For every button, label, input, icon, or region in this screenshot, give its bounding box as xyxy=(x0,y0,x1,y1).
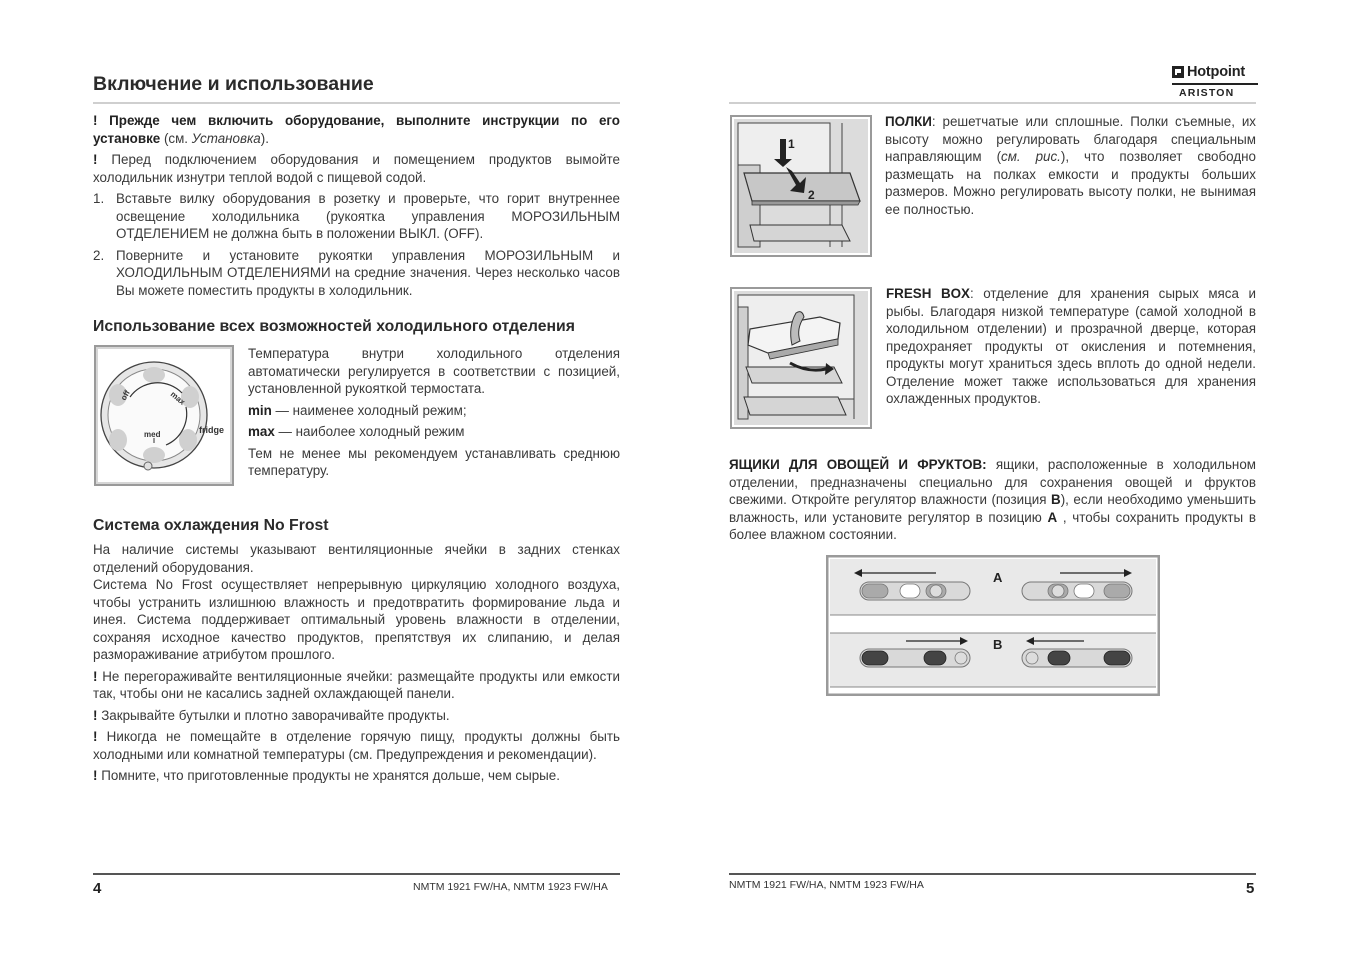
warning-text: Не перегораживайте вентиляционные ячейки: размещайте продукты или емкости так, чтобы они не касались задней охлаждающей панели. xyxy=(93,668,620,701)
nofrost-paragraph-2: Система No Frost осуществляет непрерывную циркуляцию холодного воздуха, чтобы устранить излишнюю влажность и предотвратить формирование льда и инея. Система поддерживает оптимальный уровень влажности в отделении, сохраняя исходное качество продуктов, препятствуя их слипанию, и делая размораживание атрибутом прошлого. xyxy=(93,577,620,662)
thermostat-dial-figure xyxy=(94,345,234,486)
list-item xyxy=(93,247,620,300)
warning-mark: ! xyxy=(93,729,98,744)
freshbox-figure xyxy=(730,287,872,429)
position-b-label: B xyxy=(993,637,1003,652)
warning-item xyxy=(93,767,620,785)
fridge-description xyxy=(248,345,620,480)
intro-text-end: ). xyxy=(260,130,269,146)
dial-label-max: max xyxy=(168,389,187,407)
warning-mark: ! xyxy=(93,707,98,723)
min-text: — наименее холодный режим; xyxy=(271,402,467,418)
dial-label-fridge: fridge xyxy=(199,425,225,435)
warning-mark: ! xyxy=(93,768,98,783)
intro-2-text: Перед подключением оборудования и помещением продуктов вымойте холодильник изнутри теплой водой с пищевой содой. xyxy=(93,152,620,185)
shelf-step-1: 1 xyxy=(788,137,795,151)
freshbox-label: FRESH BOX xyxy=(886,286,970,301)
max-text: — наиболее холодный режим xyxy=(274,424,465,439)
step-text: Вставьте вилку оборудования в розетку и проверьте, что горит внутреннее освещение холодильника (рукоятка управления МОРОЗИЛЬНЫМ ОТДЕЛЕНИЕМ не должна быть в положении ВЫКЛ. (OFF). xyxy=(116,191,620,241)
min-label: min xyxy=(248,402,272,418)
list-item xyxy=(93,190,620,243)
brand-logo xyxy=(1172,64,1258,99)
shelf-step-2: 2 xyxy=(808,188,815,202)
freshbox-block xyxy=(886,285,1256,408)
dial-label-med: med xyxy=(144,430,161,439)
drawers-block xyxy=(729,456,1256,544)
min-line xyxy=(248,402,620,420)
page-title: Включение и использование xyxy=(93,73,374,95)
shelves-block xyxy=(885,113,1256,218)
position-a-label: A xyxy=(993,570,1003,585)
warning-text: Закрывайте бутылки и плотно заворачивайте продукты. xyxy=(101,707,450,723)
footer-model-left: NMTM 1921 FW/HA, NMTM 1923 FW/HA xyxy=(413,881,608,893)
step-text: Поверните и установите рукоятки управления МОРОЗИЛЬНЫМ и ХОЛОДИЛЬНЫМ ОТДЕЛЕНИЯМИ на средние значения. Через несколько часов Вы можете поместить продукты в холодильник. xyxy=(116,247,620,298)
drawers-text-b: ), если необходимо уменьшить влажность, или установите регулятор в позицию xyxy=(729,492,1256,525)
warning-item xyxy=(93,728,620,763)
drawers-text-a: ящики, расположенные в холодильном отделении, предназначены специально для сохранения овощей и фруктов свежими. Откройте регулятор влажности (позиция xyxy=(729,457,1256,507)
intro-link-install: Установка xyxy=(191,130,261,146)
section-title-fridge: Использование всех возможностей холодильного отделения xyxy=(93,318,575,335)
warning-text: Помните, что приготовленные продукты не хранятся дольше, чем сырые. xyxy=(101,768,560,783)
max-label: max xyxy=(248,424,275,439)
nofrost-paragraph-1: На наличие системы указывают вентиляционные ячейки в задних стенках отделений оборудования. xyxy=(93,542,620,575)
dial-label-off: off xyxy=(118,388,132,402)
warning-item xyxy=(93,668,620,703)
warning-mark: ! xyxy=(93,152,98,167)
header-rule-right xyxy=(729,102,1256,104)
intro-paragraph-2 xyxy=(93,151,620,186)
footer-rule-left xyxy=(93,873,620,875)
step-number: 2. xyxy=(93,247,105,263)
page-number-left: 4 xyxy=(93,880,102,897)
shelves-text-b: ), что позволяет свободно размещать на полках емкости и продукты больших размеров. Можно регулировать высоту полки, не вынимая ее полностью. xyxy=(885,149,1256,217)
footer-model-right: NMTM 1921 FW/HA, NMTM 1923 FW/HA xyxy=(729,879,924,891)
shelves-text xyxy=(885,113,1256,218)
brand-sub: ARISTON xyxy=(1179,86,1235,99)
drawers-text-c: , чтобы сохранить продукты в более влажном состоянии. xyxy=(729,509,1256,542)
brand-mark-icon xyxy=(1172,66,1184,78)
title-rule xyxy=(93,102,620,104)
drawers-text xyxy=(729,456,1256,544)
warning-text: Никогда не помещайте в отделение горячую пищу, продукты должны быть холодными или комнатной температуры (см. Предупреждения и рекомендации). xyxy=(93,729,620,762)
page-number-right: 5 xyxy=(1246,880,1255,897)
step-number: 1. xyxy=(93,191,105,206)
humidity-regulator-figure xyxy=(826,555,1160,696)
shelves-text-a: : решетчатые или сплошные. Полки съемные, их высоту можно регулировать благодаря специальным направляющим ( xyxy=(885,114,1256,164)
intro-text: (см. xyxy=(160,130,192,146)
nofrost-block xyxy=(93,541,620,785)
shelves-label: ПОЛКИ xyxy=(885,114,932,129)
fridge-text: Температура внутри холодильного отделения автоматически регулируется в соответствии с позицией, установленной рукояткой термостата. xyxy=(248,346,620,396)
shelves-ref: см. рис. xyxy=(1001,149,1061,164)
recommend-text: Тем не менее мы рекомендуем устанавливать среднюю температуру. xyxy=(248,445,620,478)
freshbox-text xyxy=(886,285,1256,408)
max-line xyxy=(248,423,620,441)
drawers-label: ЯЩИКИ ДЛЯ ОВОЩЕЙ И ФРУКТОВ: xyxy=(729,457,987,472)
intro-bold: ! Прежде чем включить оборудование, выполните инструкции по его установке xyxy=(93,113,620,146)
shelves-figure xyxy=(730,115,872,257)
section-title-nofrost: Система охлаждения No Frost xyxy=(93,517,329,534)
drawers-pos-b: B xyxy=(1051,492,1061,507)
freshbox-description: : отделение для хранения сырых мяса и рыбы. Благодаря низкой температуре (самой холодной в холодильном отделении) и прозрачной дверце, которая предохраняет продукты от окисления и потемнения, продукты могут храниться здесь вплоть до одной недели. Отделение может также использоваться для хранения охлажденных продуктов. xyxy=(886,286,1256,406)
warning-item xyxy=(93,707,620,725)
footer-rule-right xyxy=(729,873,1256,875)
intro-paragraph-1 xyxy=(93,112,620,147)
brand-name: Hotpoint xyxy=(1187,64,1245,80)
drawers-pos-a: A xyxy=(1047,509,1058,525)
warning-mark: ! xyxy=(93,668,98,684)
intro-block xyxy=(93,112,620,299)
